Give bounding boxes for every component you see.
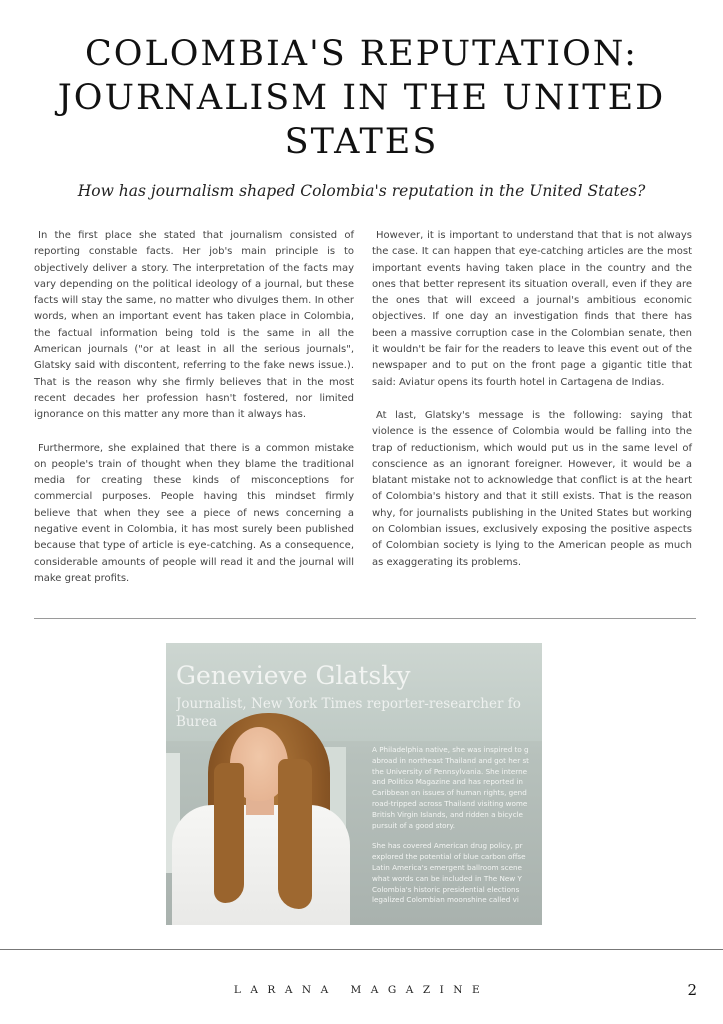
photo-bio-text xyxy=(372,745,542,906)
bio-line: Latin America's emergent ballroom scene xyxy=(372,862,522,872)
photo-subject-hair-left xyxy=(214,763,244,903)
photo-caption-role xyxy=(176,695,542,731)
paragraph: In the first place she stated that journalism consisted of reporting constable facts. Her job's main principle is to objectively deliver a story. The interpretation of the facts may vary depending on the political ideology of a journal, but these facts will stay the same, no matter who divulges them. In other words, when an important event has taken place in Colombia, the factual information being told is the same in all the American journals ("or at least in all the serious journals", Glatsky said with discontent, referring to the fake news issue.). That is the reason why she firmly believes that in the most recent decades her profession hasn't fostered, nor limited ignorance on this matter any more than it always has. xyxy=(34,230,354,421)
bio-line: A Philadelphia native, she was inspired to g xyxy=(372,745,529,754)
bio-line: legalized Colombian moonshine called vi xyxy=(372,895,519,905)
magazine-name: LARANA MAGAZINE xyxy=(233,984,490,996)
article-title: COLOMBIA'S REPUTATION: JOURNALISM IN THE UNITED STATES xyxy=(57,34,666,162)
bio-line: the University of Pennsylvania. She interne xyxy=(372,766,528,776)
bio-line: Colombia's historic presidential elections xyxy=(372,884,520,894)
paragraph: Furthermore, she explained that there is a common mistake on people's train of thought when they blame the traditional media for creating these kinds of misconceptions for commercial purposes. People having this mindset firmly believe that when they see a piece of news concerning a negative event in Colombia, it has most surely been published because that type of article is eye-catching. As a consequence, considerable amounts of people will read it and the journal will make great profits. xyxy=(34,442,354,584)
bio-line: Caribbean on issues of human rights, gend xyxy=(372,788,527,798)
photo-caption-name: Genevieve Glatsky xyxy=(176,661,411,690)
photo-subject-shirt xyxy=(172,805,350,925)
bio-line: abroad in northeast Thailand and got her st xyxy=(372,755,530,765)
paragraph: However, it is important to understand that that is not always the case. It can happen that eye-catching articles are the most important events having taken place in the country and the ones that better represent its situation overall, even if they are the ones that will exceed a journal's ambitious economic objectives. If one day an investigation finds that there has been a massive corruption case in the Colombian senate, then it wouldn't be fair for the readers to leave this event out of the newspaper and to put on the front page a gigantic title that said: Aviatur opens its fourth hotel in Cartagena de Indias. xyxy=(372,230,692,388)
bio-line: what words can be included in The New Y xyxy=(372,873,522,883)
interview-photo xyxy=(166,643,542,925)
role-line: Journalist, New York Times reporter-researcher fo xyxy=(176,696,521,712)
bio-line: and Politico Magazine and has reported in xyxy=(372,777,523,787)
bio-line: She has covered American drug policy, pr xyxy=(372,841,523,851)
photo-subject-hair-right xyxy=(278,759,312,909)
bio-line: explored the potential of blue carbon offse xyxy=(372,852,526,862)
left-column xyxy=(34,228,354,604)
bio-line: road-tripped across Thailand visiting wome xyxy=(372,798,528,808)
right-column xyxy=(372,228,692,588)
paragraph: At last, Glatsky's message is the following: saying that violence is the essence of Colombia would be falling into the trap of reductionism, which would put us in the same level of conscience as an ignorant foreigner. However, it would be a blatant mistake not to acknowledge that conflict is at the heart of Colombia's history and that it still exists. That is the reason why, for journalists publishing in the United States but working on Colombian issues, exclusively exposing the positive aspects of Colombian society is lying to the American people as much as exaggerating its problems. xyxy=(372,409,692,568)
bio-gap xyxy=(372,831,542,841)
bio-line: pursuit of a good story. xyxy=(372,820,456,830)
article-subtitle: How has journalism shaped Colombia's reputation in the United States? xyxy=(77,182,646,200)
footer-divider xyxy=(0,949,723,950)
bio-line: British Virgin Islands, and ridden a bicycle xyxy=(372,809,523,819)
page-number: 2 xyxy=(687,981,697,999)
section-divider xyxy=(34,618,696,619)
role-line: Burea xyxy=(176,714,218,730)
